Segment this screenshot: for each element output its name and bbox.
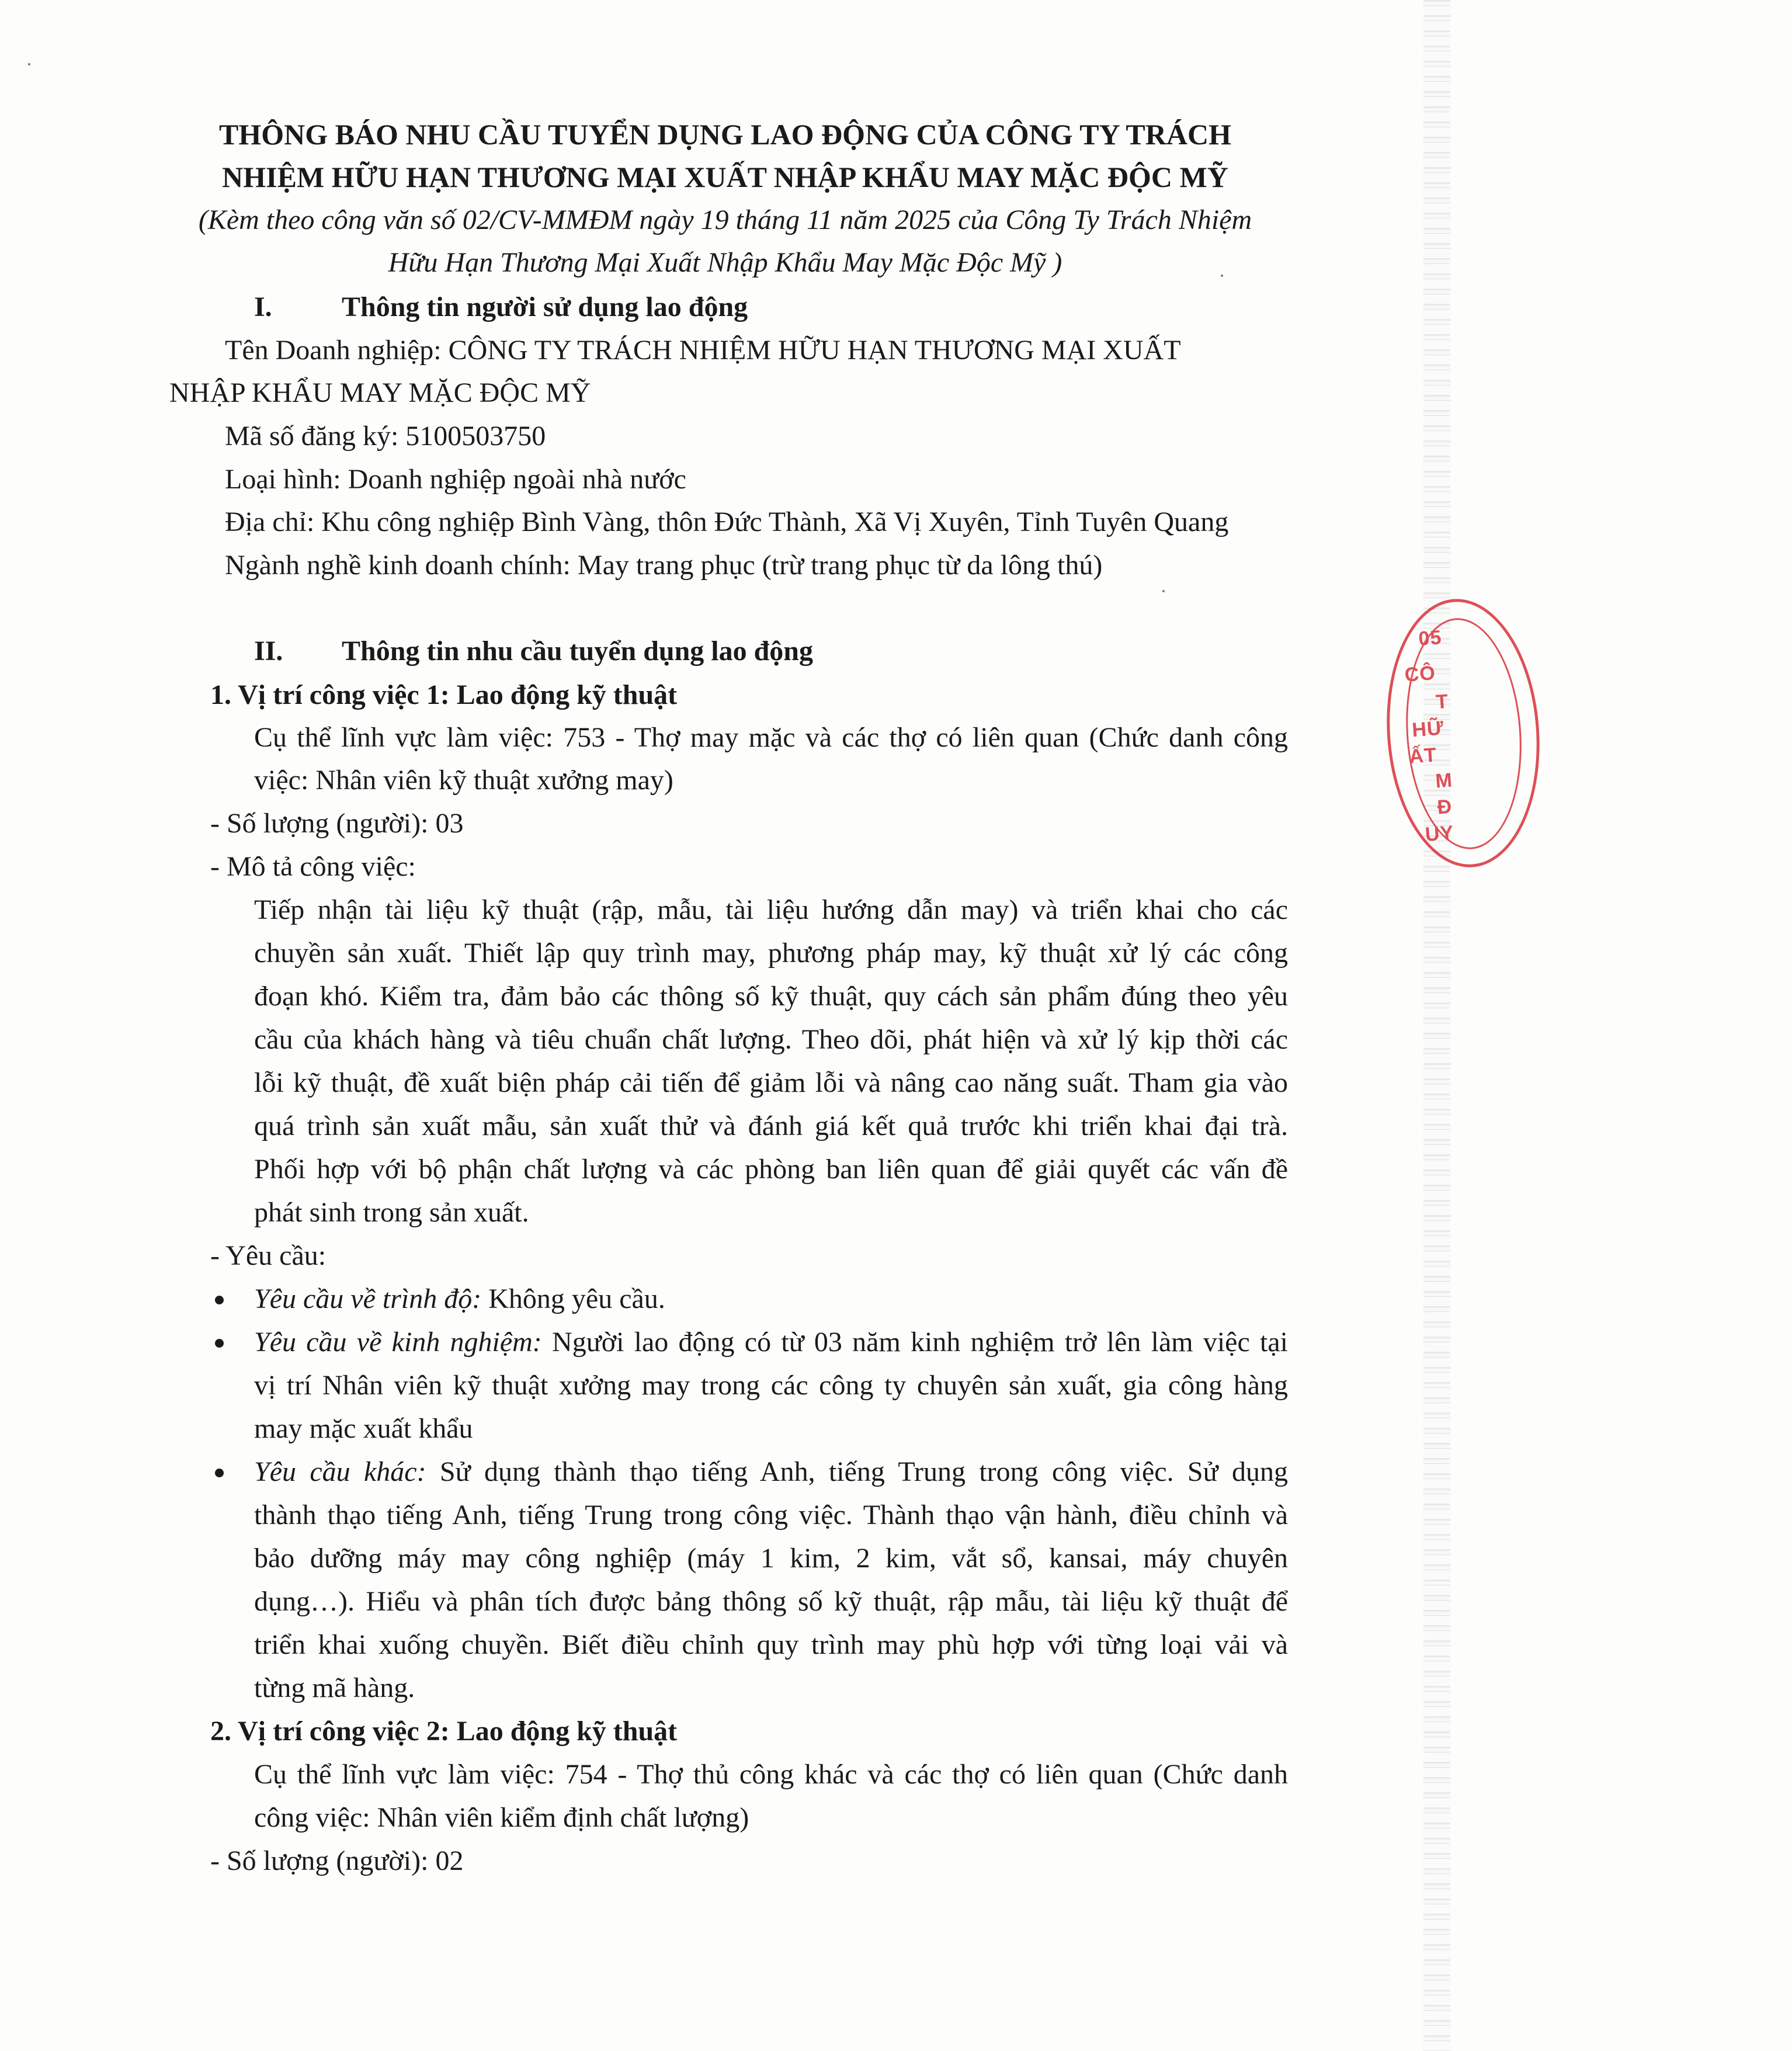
job-1-description-line: Tiếp nhận tài liệu kỹ thuật (rập, mẫu, tài liệu hướng dẫn may) và triển khai cho các [254,894,1288,925]
job-1-description-label: - Mô tả công việc: [210,851,416,882]
registration-number: Mã số đăng ký: 5100503750 [225,421,546,452]
job-1-experience-requirement-line-3: may mặc xuất khẩu [254,1413,473,1444]
job-1-experience-requirement-line-1: Yêu cầu về kinh nghiệm: Người lao động có từ 03 năm kinh nghiệm trở lên làm việc tại [254,1327,1289,1358]
company-name-line-2: NHẬP KHẨU MAY MẶC ĐỘC MỸ [169,377,591,408]
job-1-description-line: Phối hợp với bộ phận chất lượng và các phòng ban liên quan để giải quyết các vấn đề [254,1154,1288,1185]
job-1-other-requirement-line: bảo dưỡng máy may công nghiệp (máy 1 kim, 2 kim, vắt sổ, kansai, máy chuyên [254,1543,1288,1574]
job-1-description-line: cầu của khách hàng và tiêu chuẩn chất lượng. Theo dõi, phát hiện và xử lý kịp thời các [254,1024,1288,1055]
company-address: Địa chỉ: Khu công nghiệp Bình Vàng, thôn Đức Thành, Xã Vị Xuyên, Tỉnh Tuyên Quang [225,506,1229,537]
section-2-number: II. [254,636,283,667]
section-1-number: I. [254,291,272,322]
job-1-other-requirement-line: dụng…). Hiểu và phân tích được bảng thông số kỹ thuật, rập mẫu, tài liệu kỹ thuật để [254,1586,1288,1617]
job-1-other-requirement-line: từng mã hàng. [254,1672,415,1703]
job-1-heading: 1. Vị trí công việc 1: Lao động kỹ thuật [210,679,678,710]
document-subtitle-line-2: Hữu Hạn Thương Mại Xuất Nhập Khẩu May Mặc Độc Mỹ ) [388,247,1062,278]
job-1-description-line: chuyền sản xuất. Thiết lập quy trình may, phương pháp may, kỹ thuật xử lý các công [254,938,1288,969]
business-type: Loại hình: Doanh nghiệp ngoài nhà nước [225,464,686,495]
job-1-quantity: - Số lượng (người): 03 [210,808,464,839]
job-1-experience-requirement-line-2: vị trí Nhân viên kỹ thuật xưởng may trong các công ty chuyên sản xuất, gia công hàng [254,1370,1288,1401]
bullet-icon [215,1469,224,1477]
job-1-description-line: quá trình sản xuất mẫu, sản xuất thử và đánh giá kết quả trước khi triển khai đại trà. [254,1110,1288,1141]
bullet-icon [215,1339,224,1348]
job-2-heading: 2. Vị trí công việc 2: Lao động kỹ thuật [210,1716,678,1747]
bullet-icon [215,1296,224,1304]
job-1-field-line-2: việc: Nhân viên kỹ thuật xưởng may) [254,765,673,796]
job-1-description-line: phát sinh trong sản xuất. [254,1197,529,1228]
job-1-field-line-1: Cụ thể lĩnh vực làm việc: 753 - Thợ may mặc và các thợ có liên quan (Chức danh công [254,722,1288,753]
job-1-description-line: đoạn khó. Kiểm tra, đảm bảo các thông số kỹ thuật, quy cách sản phẩm đúng theo yêu [254,981,1288,1012]
job-1-other-requirement-line: thành thạo tiếng Anh, tiếng Trung trong công việc. Thành thạo vận hành, điều chỉnh và [254,1500,1288,1531]
main-industry: Ngành nghề kinh doanh chính: May trang phục (trừ trang phục từ da lông thú) [225,550,1103,581]
scan-speck [1162,590,1165,592]
job-1-other-requirement-line-1: Yêu cầu khác: Sử dụng thành thạo tiếng Anh, tiếng Trung trong công việc. Sử dụng [254,1456,1288,1487]
document-title-line-2: NHIỆM HỮU HẠN THƯƠNG MẠI XUẤT NHẬP KHẨU MAY MẶC ĐỘC MỸ [222,161,1228,193]
job-2-quantity: - Số lượng (người): 02 [210,1845,464,1876]
job-2-field-line-1: Cụ thể lĩnh vực làm việc: 754 - Thợ thủ công khác và các thợ có liên quan (Chức danh [254,1759,1288,1790]
job-1-description-line: lỗi kỹ thuật, đề xuất biện pháp cải tiến để giảm lỗi và nâng cao năng suất. Tham gia vào [254,1067,1288,1098]
scan-speck [28,63,30,65]
section-1-heading: Thông tin người sử dụng lao động [342,291,748,322]
job-1-education-requirement: Yêu cầu về trình độ: Không yêu cầu. [254,1283,665,1314]
job-2-field-line-2: công việc: Nhân viên kiểm định chất lượng) [254,1802,749,1833]
section-2-heading: Thông tin nhu cầu tuyển dụng lao động [342,636,813,667]
company-name-line-1: Tên Doanh nghiệp: CÔNG TY TRÁCH NHIỆM HỮU HẠN THƯƠNG MẠI XUẤT [225,335,1181,366]
document-subtitle-line-1: (Kèm theo công văn số 02/CV-MMĐM ngày 19 tháng 11 năm 2025 của Công Ty Trách Nhiệm [198,204,1252,235]
company-seal-stamp: 05 CÔ T HỮ ẤT M Đ UY [1378,594,1548,872]
job-1-other-requirement-line: triển khai xuống chuyền. Biết điều chỉnh quy trình may phù hợp với từng loại vải và [254,1629,1288,1660]
document-title-line-1: THÔNG BÁO NHU CẦU TUYỂN DỤNG LAO ĐỘNG CỦA CÔNG TY TRÁCH [218,118,1232,151]
job-1-requirements-label: - Yêu cầu: [210,1240,327,1271]
